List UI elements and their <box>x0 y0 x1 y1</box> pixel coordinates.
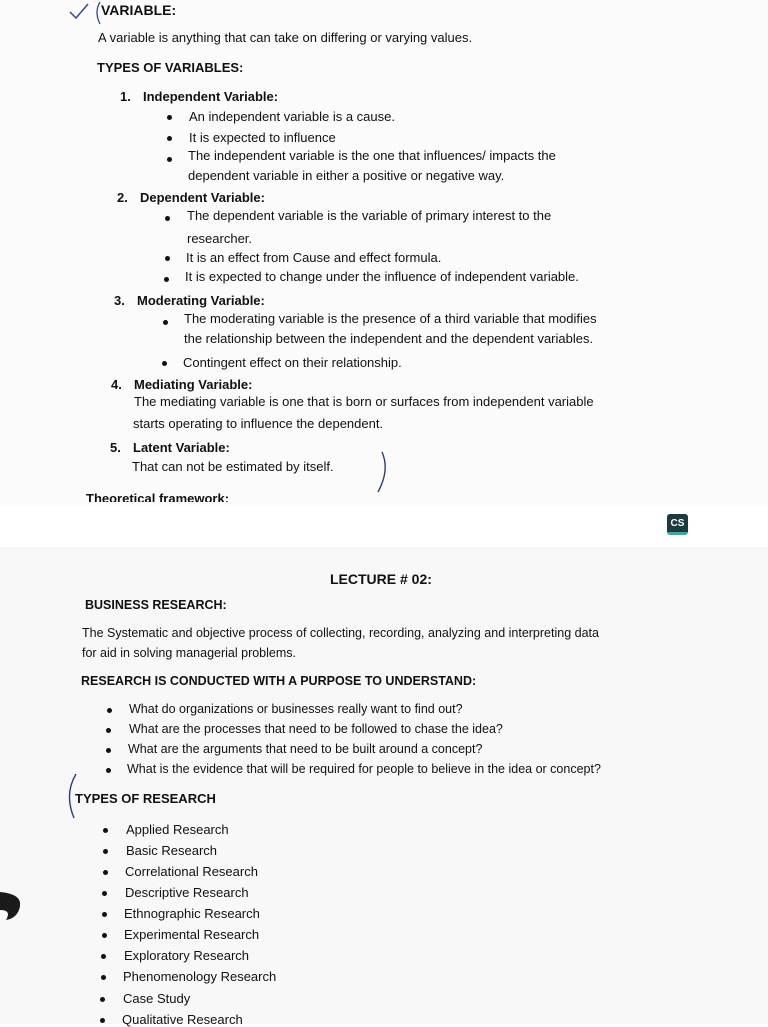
purpose-bullet-4: What is the evidence that will be required for people to believe in the idea or concept? <box>127 762 601 776</box>
moderating-heading: Moderating Variable: <box>137 293 265 308</box>
item-number-5: 5. <box>110 440 121 455</box>
dependent-bullet-1-cont: researcher. <box>187 231 253 246</box>
research-type-4: Descriptive Research <box>125 885 249 900</box>
dependent-bullet-3: It is expected to change under the influence of independent variable. <box>185 269 579 284</box>
bullet-dot <box>164 277 169 282</box>
item-number-2: 2. <box>117 190 128 205</box>
types-of-research-heading: TYPES OF RESEARCH <box>75 791 216 806</box>
item-number-4: 4. <box>111 377 122 392</box>
bullet-dot <box>103 870 108 875</box>
bullet-dot <box>162 361 167 366</box>
bullet-dot <box>106 728 111 733</box>
lecture-title: LECTURE # 02: <box>330 571 432 587</box>
types-of-variables-heading: TYPES OF VARIABLES: <box>97 60 244 75</box>
item-number-3: 3. <box>114 293 125 308</box>
latent-text: That can not be estimated by itself. <box>132 459 334 474</box>
bullet-dot <box>101 975 106 980</box>
moderating-bullet-1-cont: the relationship between the independent and the dependent variables. <box>184 331 594 346</box>
tick-mark-icon <box>66 0 106 26</box>
bullet-dot <box>165 256 170 261</box>
independent-bullet-1: An independent variable is a cause. <box>189 109 395 124</box>
bullet-dot <box>102 891 107 896</box>
lower-page <box>0 547 768 1027</box>
mediating-heading: Mediating Variable: <box>134 377 253 392</box>
bullet-dot <box>107 708 112 713</box>
bullet-dot <box>106 768 111 773</box>
mediating-text-2: starts operating to influence the dependent. <box>133 416 384 431</box>
bullet-dot <box>101 954 106 959</box>
business-research-heading: BUSINESS RESEARCH: <box>85 598 227 612</box>
theoretical-framework-heading: Theoretical framework: <box>86 491 230 502</box>
bullet-dot <box>163 320 168 325</box>
camscanner-badge-icon: CS <box>667 514 688 535</box>
variable-definition: A variable is anything that can take on differing or varying values. <box>98 30 473 45</box>
bullet-dot <box>103 849 108 854</box>
bullet-dot <box>103 828 108 833</box>
research-type-10: Qualitative Research <box>122 1012 243 1027</box>
bullet-dot <box>102 912 107 917</box>
bullet-dot <box>100 1018 105 1023</box>
bullet-dot <box>167 115 172 120</box>
mediating-text-1: The mediating variable is one that is born or surfaces from independent variable <box>134 394 594 409</box>
moderating-bullet-1: The moderating variable is the presence of a third variable that modifies <box>184 311 597 326</box>
research-type-8: Phenomenology Research <box>123 969 277 984</box>
bullet-dot <box>106 748 111 753</box>
dependent-bullet-2: It is an effect from Cause and effect formula. <box>186 250 442 265</box>
independent-bullet-3: The independent variable is the one that influences/ impacts the <box>188 148 556 163</box>
dependent-heading: Dependent Variable: <box>140 190 265 205</box>
research-type-3: Correlational Research <box>125 864 258 879</box>
bullet-dot <box>167 136 172 141</box>
item-number-1: 1. <box>120 89 131 104</box>
independent-bullet-3-cont: dependent variable in either a positive or negative way. <box>188 168 505 183</box>
business-text-2: for aid in solving managerial problems. <box>82 646 296 660</box>
purpose-heading: RESEARCH IS CONDUCTED WITH A PURPOSE TO UNDERSTAND: <box>81 674 477 688</box>
dependent-bullet-1: The dependent variable is the variable of primary interest to the <box>187 208 552 223</box>
bracket-mark-icon <box>370 448 394 496</box>
bullet-dot <box>167 157 172 162</box>
bullet-dot <box>165 216 170 221</box>
binder-hole-shadow <box>0 888 26 924</box>
independent-heading: Independent Variable: <box>143 89 279 104</box>
page-gap <box>0 505 768 547</box>
research-type-1: Applied Research <box>126 822 229 837</box>
latent-heading: Latent Variable: <box>133 440 230 455</box>
purpose-bullet-3: What are the arguments that need to be built around a concept? <box>128 742 483 756</box>
purpose-bullet-2: What are the processes that need to be followed to chase the idea? <box>129 722 503 736</box>
research-type-6: Experimental Research <box>124 927 260 942</box>
bullet-dot <box>102 933 107 938</box>
business-text-1: The Systematic and objective process of collecting, recording, analyzing and interpreting data <box>82 626 599 640</box>
purpose-bullet-1: What do organizations or businesses really want to find out? <box>129 702 463 716</box>
research-type-2: Basic Research <box>126 843 218 858</box>
cutoff-wrapper <box>0 490 768 502</box>
research-type-5: Ethnographic Research <box>124 906 260 921</box>
research-type-7: Exploratory Research <box>124 948 249 963</box>
research-type-9: Case Study <box>123 991 191 1006</box>
variable-title: VARIABLE: <box>101 2 177 18</box>
bullet-dot <box>100 997 105 1002</box>
independent-bullet-2: It is expected to influence <box>189 130 336 145</box>
moderating-bullet-2: Contingent effect on their relationship. <box>183 355 402 370</box>
